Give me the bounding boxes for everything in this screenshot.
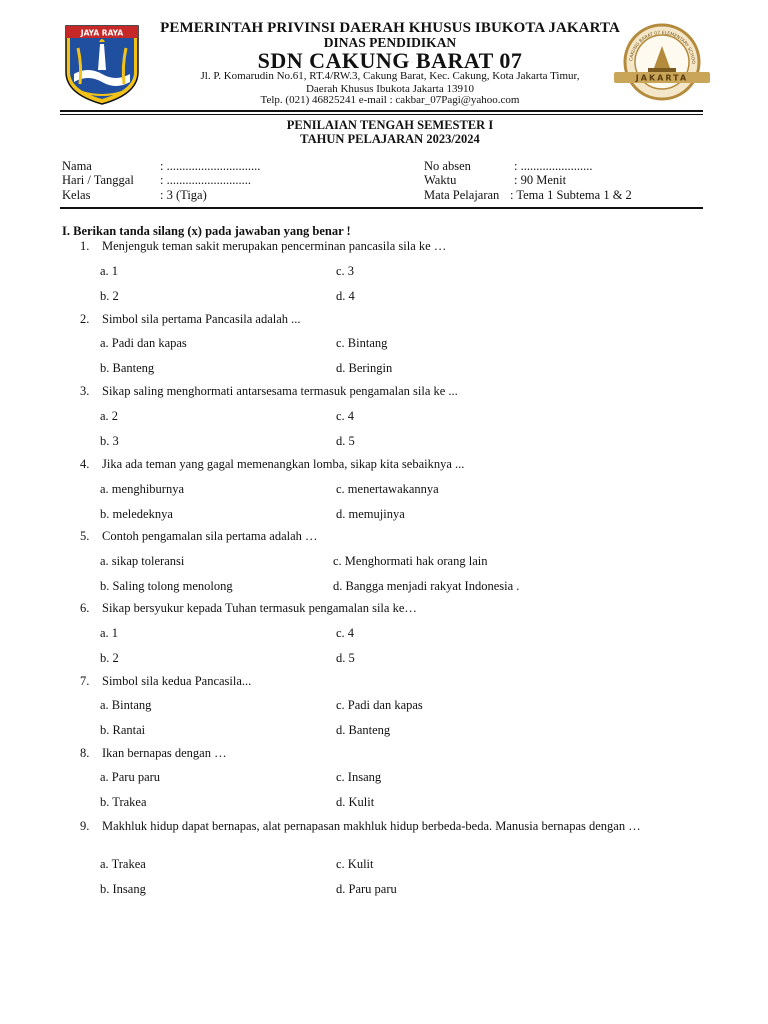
question-6-option-a[interactable]: a. 1 — [100, 626, 119, 640]
question-2-option-b[interactable]: b. Banteng — [100, 361, 155, 375]
question-text: Simbol sila pertama Pancasila adalah ... — [102, 312, 301, 326]
section-instruction: I. Berikan tanda silang (x) pada jawaban yang benar ! — [62, 224, 351, 238]
question-number: 1. — [80, 239, 90, 253]
question-6-option-c[interactable]: c. 4 — [336, 626, 355, 640]
question-number: 6. — [80, 601, 90, 615]
question-1 — [80, 240, 720, 253]
mata-pelajaran-value: : Tema 1 Subtema 1 & 2 — [510, 188, 632, 202]
question-2-option-d[interactable]: d. Beringin — [336, 361, 393, 375]
badge-jakarta-text: JAKARTA — [635, 73, 689, 83]
question-1-option-d[interactable]: d. 4 — [336, 289, 355, 303]
question-6-option-b[interactable]: b. 2 — [100, 651, 119, 665]
school-address — [150, 70, 630, 95]
question-7-option-c[interactable]: c. Padi dan kapas — [336, 698, 423, 712]
question-3-option-c[interactable]: c. 4 — [336, 409, 355, 423]
question-4-option-a[interactable]: a. menghiburnya — [100, 482, 185, 496]
question-6 — [80, 602, 720, 615]
question-1-option-c[interactable]: c. 3 — [336, 264, 355, 278]
question-9-option-c[interactable]: c. Kulit — [336, 857, 374, 871]
question-8-option-c[interactable]: c. Insang — [336, 770, 382, 784]
question-text: Sikap saling menghormati antarsesama termasuk pengamalan sila ke ... — [102, 384, 458, 398]
question-5-option-b[interactable]: b. Saling tolong menolong — [100, 579, 233, 593]
question-4-option-d[interactable]: d. memujinya — [336, 507, 405, 521]
question-number: 9. — [80, 819, 90, 833]
question-6-option-d[interactable]: d. 5 — [336, 651, 355, 665]
question-text: Simbol sila kedua Pancasila... — [102, 674, 252, 688]
nama-field[interactable]: : .............................. — [160, 159, 261, 173]
question-7-option-b[interactable]: b. Rantai — [100, 723, 146, 737]
department-heading: DINAS PENDIDIKAN — [323, 35, 457, 50]
question-number: 3. — [80, 384, 90, 398]
question-text: Contoh pengamalan sila pertama adalah … — [102, 529, 318, 543]
question-2-option-c[interactable]: c. Bintang — [336, 336, 388, 350]
waktu-value: : 90 Menit — [514, 173, 567, 187]
question-4-option-b[interactable]: b. meledeknya — [100, 507, 173, 521]
question-3-option-d[interactable]: d. 5 — [336, 434, 355, 448]
waktu-label: Waktu — [424, 173, 457, 187]
question-8-option-a[interactable]: a. Paru paru — [100, 770, 161, 784]
question-9-option-b[interactable]: b. Insang — [100, 882, 146, 896]
question-5-option-c[interactable]: c. Menghormati hak orang lain — [333, 554, 488, 568]
government-heading: PEMERINTAH PRIVINSI DAERAH KHUSUS IBUKOTA JAKARTA — [160, 20, 620, 36]
school-contact: Telp. (021) 46825241 e-mail : cakbar_07Pagi@yahoo.com — [260, 94, 520, 106]
question-text: Sikap bersyukur kepada Tuhan termasuk pengamalan sila ke… — [102, 601, 417, 615]
question-8-option-b[interactable]: b. Trakea — [100, 795, 147, 809]
address-line-2: Daerah Khusus Ibukota Jakarta 13910 — [305, 82, 474, 95]
question-number: 8. — [80, 746, 90, 760]
question-number: 4. — [80, 457, 90, 471]
question-7-option-a[interactable]: a. Bintang — [100, 698, 152, 712]
kelas-value: : 3 (Tiga) — [160, 188, 207, 202]
question-3-option-b[interactable]: b. 3 — [100, 434, 119, 448]
question-4 — [80, 458, 720, 471]
exam-title — [150, 118, 630, 146]
question-text: Ikan bernapas dengan … — [102, 746, 227, 760]
question-1-option-a[interactable]: a. 1 — [100, 264, 119, 278]
exam-title-line-1: PENILAIAN TENGAH SEMESTER I — [286, 118, 494, 132]
no-absen-label: No absen — [424, 159, 471, 173]
question-number: 2. — [80, 312, 90, 326]
address-line-1: Jl. P. Komarudin No.61, RT.4/RW.3, Cakung Barat, Kec. Cakung, Kota Jakarta Timur, — [200, 70, 580, 82]
identity-divider — [60, 207, 703, 209]
question-5-option-a[interactable]: a. sikap toleransi — [100, 554, 185, 568]
letterhead-divider — [60, 110, 703, 112]
question-7 — [80, 675, 720, 688]
question-2 — [80, 313, 720, 326]
question-9-option-a[interactable]: a. Trakea — [100, 857, 146, 871]
school-name: SDN CAKUNG BARAT 07 — [257, 48, 523, 73]
question-number: 7. — [80, 674, 90, 688]
svg-text:JAYA RAYA: JAYA RAYA — [80, 28, 124, 38]
question-2-option-a[interactable]: a. Padi dan kapas — [100, 336, 187, 350]
question-5 — [80, 530, 720, 543]
no-absen-field[interactable]: : ....................... — [514, 159, 593, 173]
question-5-option-d[interactable]: d. Bangga menjadi rakyat Indonesia . — [333, 579, 520, 593]
question-7-option-d[interactable]: d. Banteng — [336, 723, 391, 737]
kelas-label: Kelas — [62, 188, 91, 202]
school-badge-logo — [612, 22, 712, 102]
question-3-option-a[interactable]: a. 2 — [100, 409, 119, 423]
question-number: 5. — [80, 529, 90, 543]
question-4-option-c[interactable]: c. menertawakannya — [336, 482, 439, 496]
question-text: Makhluk hidup dapat bernapas, alat pernapasan makhluk hidup berbeda-beda. Manusia bernapas dengan … — [102, 819, 641, 833]
question-8 — [80, 747, 720, 760]
mata-pelajaran-label: Mata Pelajaran — [424, 188, 500, 202]
question-9-option-d[interactable]: d. Paru paru — [336, 882, 397, 896]
jakarta-emblem-logo — [60, 22, 144, 106]
hari-tanggal-label: Hari / Tanggal — [62, 173, 134, 187]
letterhead-divider-thin — [60, 114, 703, 115]
question-9 — [80, 820, 720, 833]
question-text: Jika ada teman yang gagal memenangkan lomba, sikap kita sebaiknya ... — [102, 457, 465, 471]
hari-tanggal-field[interactable]: : ........................... — [160, 173, 251, 187]
question-1-option-b[interactable]: b. 2 — [100, 289, 119, 303]
question-text: Menjenguk teman sakit merupakan pencerminan pancasila sila ke … — [102, 239, 447, 253]
nama-label: Nama — [62, 159, 92, 173]
badge-ring-text: CAKUNG BARAT 07 ELEMENTARY SCHOO — [629, 30, 696, 65]
question-3 — [80, 385, 720, 398]
exam-title-line-2: TAHUN PELAJARAN 2023/2024 — [300, 132, 480, 146]
question-8-option-d[interactable]: d. Kulit — [336, 795, 375, 809]
